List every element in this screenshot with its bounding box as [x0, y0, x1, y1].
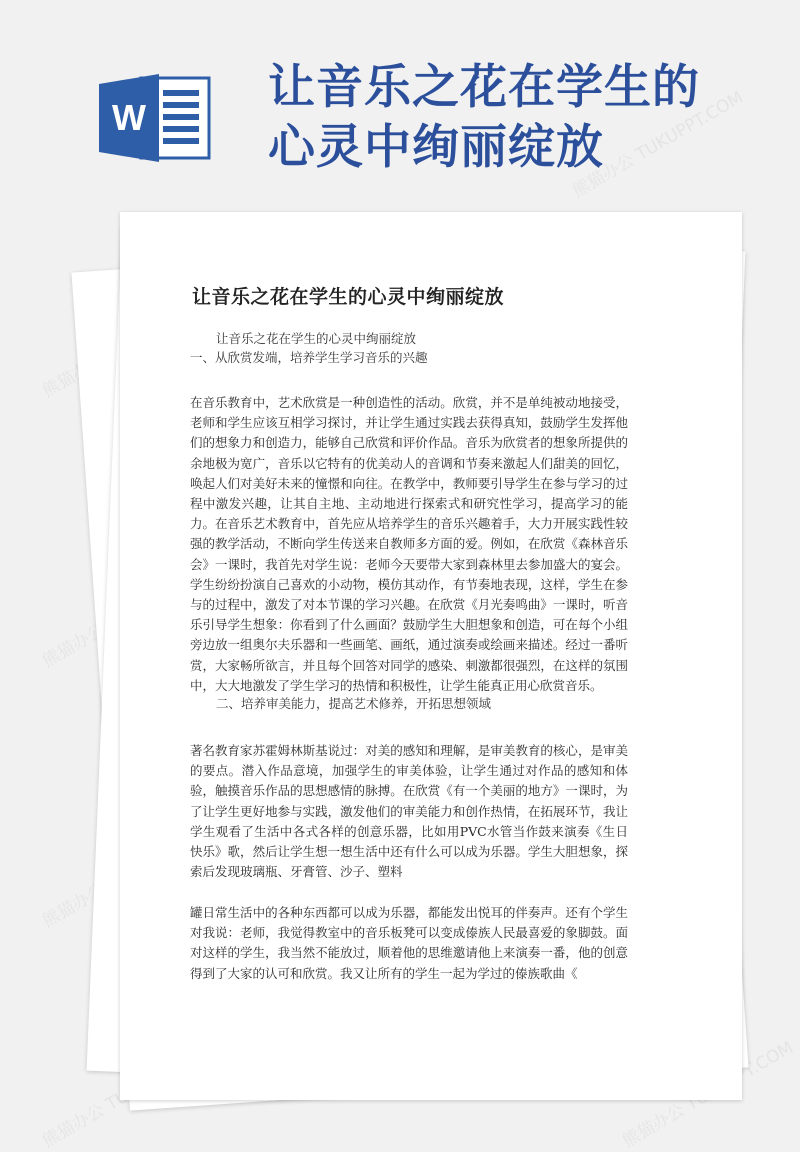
watermark: 熊猫办公 TUKUPPT.COM [569, 87, 747, 202]
watermark: 熊猫办公 [39, 620, 109, 672]
watermark: 熊猫办公 [619, 1100, 689, 1152]
banner-title: 让音乐之花在学生的心灵中绚丽绽放 [268, 60, 700, 175]
section-heading-1: 一、从欣赏发端，培养学生学习音乐的兴趣 [190, 350, 428, 365]
paragraph-1: 在音乐教育中，艺术欣赏是一种创造性的活动。欣赏，并不是单纯被动地接受，老师和学生应该互相学习探讨，并让学生通过实践去获得真知，鼓励学生发挥他们的想象力和创造力，能够自己欣赏和评价作品。音乐为欣赏者的想象所提供的余地极为宽广，音乐以它特有的优美动人的音调和节奏来激起人们甜美的回忆，唤起人们对美好未来的憧憬和向往。在教学中，教师要引导学生在参与学习的过程中激发兴趣，让其自主地、主动地进行探索式和研究性学习，提高学习的能力。在音乐艺术教育中，首先应从培养学生的音乐兴趣着手，大力开展实践性较强的教学活动，不断向学生传送来自教师多方面的爱。例如，在欣赏《森林音乐会》一课时，我首先对学生说：老师今天要带大家到森林里去参加盛大的宴会。学生纷纷扮演自己喜欢的小动物，模仿其动作，有节奏地表现，这样，学生在参与的过程中，激发了对本节课的学习兴趣。在欣赏《月光奏鸣曲》一课时，听音乐引导学生想象：你看到了什么画面？鼓励学生大胆想象和创造，可在每个小组旁边放一组奥尔夫乐器和一些画笔、画纸，通过演奏或绘画来描述。经过一番听赏，大家畅所欲言，并且每个回答对同学的感染、刺激都很强烈，在这样的氛围中，大大地激发了学生学习的热情和积极性，让学生能真正用心欣赏音乐。 [190, 395, 628, 693]
document-title: 让音乐之花在学生的心灵中绚丽绽放 [192, 286, 505, 308]
banner-header [0, 0, 800, 220]
document-page [120, 212, 742, 1100]
paragraph-2: 著名教育家苏霍姆林斯基说过：对美的感知和理解，是审美教育的核心，是审美的要点。潜入作品意境，加强学生的审美体验，让学生通过对作品的感知和体验，触摸音乐作品的思想感情的脉搏。在欣赏《有一个美丽的地方》一课时，为了让学生更好地参与实践，激发他们的审美能力和创作热情，在拓展环节，我让学生观看了生活中各式各样的创意乐器，比如用PVC水管当作鼓来演奏《生日快乐》歌，然后让学生想一想生活中还有什么可以成为乐器。学生大胆想象，探索后发现玻璃瓶、牙膏管、沙子、塑料 [190, 743, 628, 880]
section-heading-2: 二、培养审美能力，提高艺术修养，开拓思想领域 [216, 696, 492, 711]
watermark: 熊猫办公 [39, 880, 109, 932]
word-document-icon [95, 72, 215, 164]
watermark: 熊猫办公 [39, 1100, 109, 1152]
watermark: 熊猫办公 [39, 350, 109, 402]
intro-title-line: 让音乐之花在学生的心灵中绚丽绽放 [216, 331, 417, 346]
paragraph-3: 罐日常生活中的各种东西都可以成为乐器，都能发出悦耳的伴奏声。还有个学生对我说：老师，我觉得教室中的音乐板凳可以变成傣族人民最喜爱的象脚鼓。面对这样的学生，我当然不能放过，顺着他的思维邀请他上来演奏一番，他的创意得到了大家的认可和欣赏。我又让所有的学生一起为学过的傣族歌曲《 [190, 905, 628, 981]
logo-letter: W [112, 97, 146, 138]
